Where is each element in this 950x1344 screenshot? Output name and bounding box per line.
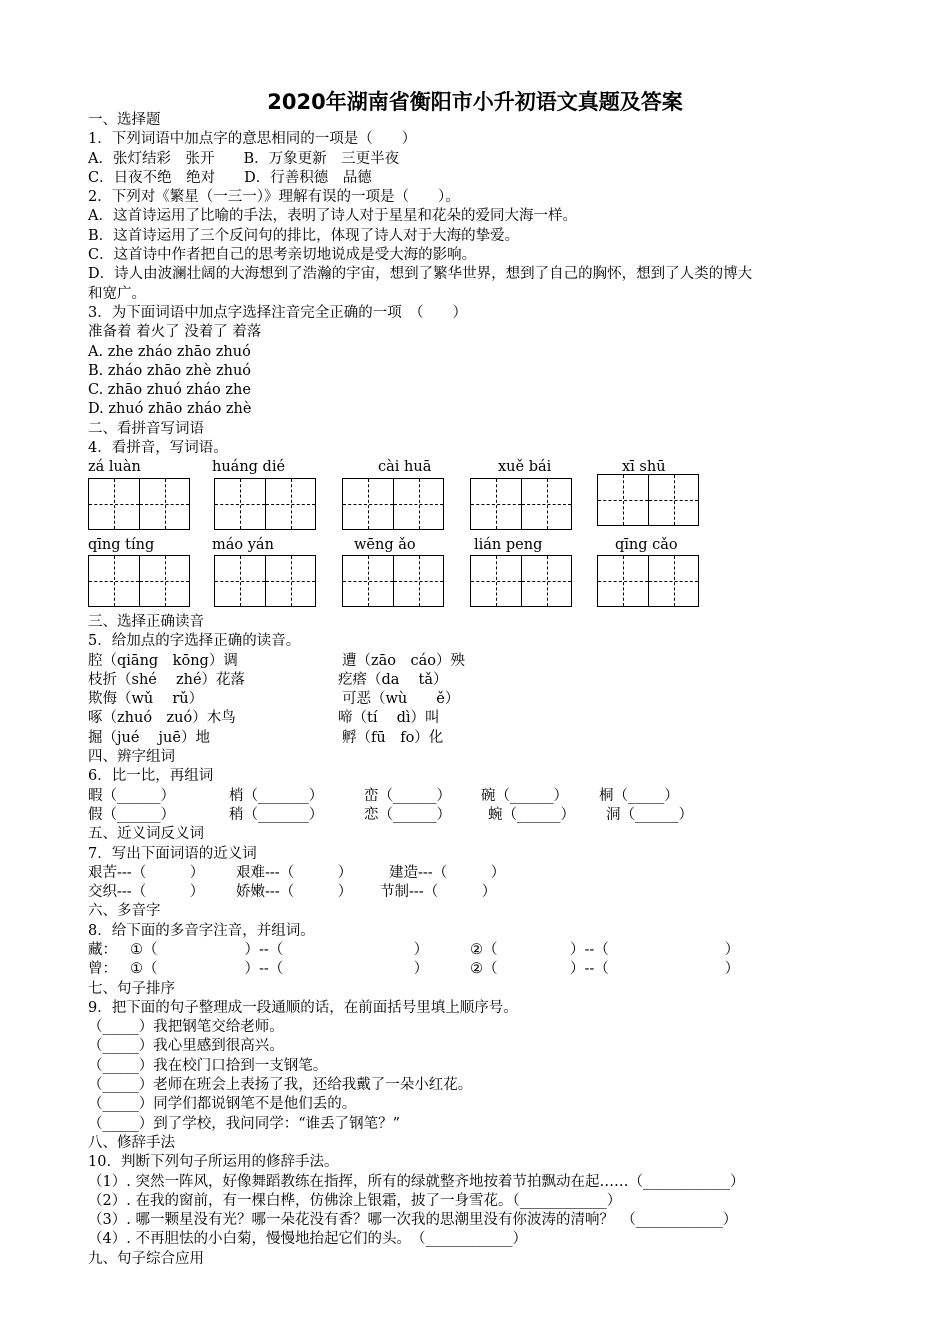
reading-row	[88, 709, 878, 728]
reading-item: 遭（zāo cáo）殃	[342, 652, 466, 669]
question-1-options-cd: C．日夜不绝 绝对 D．行善积德 品德	[88, 169, 372, 186]
section-heading-4: 四、辨字组词	[88, 749, 175, 766]
question-3-option-b: B. zháo zhāo zhè zhuó	[88, 362, 252, 379]
reading-item: 啄（zhuó zuó）木鸟	[88, 710, 236, 727]
question-2-option-b: B．这首诗运用了三个反问句的排比，体现了诗人对于大海的挚爱。	[88, 227, 520, 244]
sentence-order-item: （_____）同学们都说钢笔不是他们丢的。	[88, 1096, 357, 1113]
pinyin-label: lián peng	[474, 536, 543, 553]
synonym-item: 节制---（ ）	[380, 884, 497, 901]
question-2-option-d: D．诗人由波澜壮阔的大海想到了浩瀚的宇宙，想到了繁华世界，想到了自己的胸怀，想到了人类的博大	[88, 266, 753, 283]
pinyin-label: zá luàn	[88, 459, 141, 476]
reading-row	[88, 690, 878, 709]
compare-item: 暇（______）	[88, 787, 175, 804]
question-4-stem: 4．看拼音，写词语。	[88, 440, 228, 457]
reading-item: 腔（qiāng kōng）调	[88, 652, 238, 669]
pinyin-label: huáng dié	[212, 459, 286, 476]
reading-item: 疙瘩（da tǎ）	[338, 671, 448, 688]
reading-row	[88, 729, 878, 748]
writing-box[interactable]	[597, 555, 699, 607]
question-3-option-d: D. zhuó zhāo zháo zhè	[88, 401, 252, 418]
pinyin-label: máo yán	[212, 536, 274, 553]
reading-item: 可恶（wù ě）	[342, 691, 460, 708]
synonym-item: 艰难---（ ）	[236, 864, 353, 881]
question-3-option-c: C. zhāo zhuó zháo zhe	[88, 382, 251, 399]
rhetoric-item: （2）. 在我的窗前，有一棵白桦，仿佛涂上银霜，披了一身雪花。（____________）	[88, 1192, 622, 1209]
question-10-stem: 10．判断下列句子所运用的修辞手法。	[88, 1154, 339, 1171]
pinyin-label: qīng tíng	[88, 536, 155, 553]
writing-box[interactable]	[214, 555, 316, 607]
question-2-option-a: A．这首诗运用了比喻的手法，表明了诗人对于星星和花朵的爱同大海一样。	[88, 208, 577, 225]
rhetoric-item: （4）. 不再胆怯的小白菊，慢慢地抬起它们的头。 （____________）	[88, 1231, 527, 1248]
pinyin-label: xī shū	[622, 459, 666, 476]
reading-row	[88, 652, 878, 671]
synonym-item: 娇嫩---（ ）	[236, 884, 353, 901]
question-2-option-d-cont: 和宽广。	[88, 285, 146, 302]
compare-item: 梢（_______）	[229, 787, 324, 804]
sentence-order-item: （_____）到了学校，我问同学：“谁丢了钢笔？”	[88, 1115, 401, 1132]
exam-body	[88, 111, 878, 1269]
section-heading-9: 九、句子综合应用	[88, 1250, 204, 1267]
question-3-option-a: A. zhe zháo zhāo zhuó	[88, 343, 251, 360]
writing-box[interactable]	[470, 555, 572, 607]
synonym-row	[88, 883, 878, 902]
pinyin-row-2	[88, 536, 878, 555]
question-1-stem: 1．下列词语中加点字的意思相同的一项是（ ）	[88, 131, 417, 148]
pinyin-label: wēng ǎo	[354, 536, 416, 553]
section-heading-7: 七、句子排序	[88, 980, 175, 997]
question-3-words: 准备着 着火了 没着了 着落	[88, 324, 262, 341]
polyphone-blank-1: ①（ ）--（ ）	[130, 941, 429, 958]
reading-item: 啼（tí dì）叫	[338, 710, 440, 727]
question-6-stem: 6．比一比，再组词	[88, 768, 214, 785]
reading-item: 枝折（shé zhé）花落	[88, 671, 246, 688]
question-7-stem: 7．写出下面词语的近义词	[88, 845, 257, 862]
writing-box[interactable]	[88, 478, 190, 530]
compare-item: 蜿（______）	[488, 806, 575, 823]
pinyin-label: xuě bái	[498, 459, 552, 476]
pinyin-row-1	[88, 458, 878, 477]
polyphone-blank-2: ②（ ）--（ ）	[470, 941, 740, 958]
synonym-item: 建造---（ ）	[389, 864, 506, 881]
writing-grid-row-2	[88, 555, 878, 613]
section-heading-6: 六、多音字	[88, 903, 161, 920]
compare-item: 洞（______）	[606, 806, 693, 823]
compare-item: 峦（______）	[364, 787, 451, 804]
writing-box[interactable]	[88, 555, 190, 607]
section-heading-1: 一、选择题	[88, 112, 161, 128]
reading-row	[88, 671, 878, 690]
section-heading-2: 二、看拼音写词语	[88, 420, 204, 437]
compare-item: 碗（______）	[481, 787, 568, 804]
compare-item: 假（______）	[88, 806, 175, 823]
synonym-row	[88, 864, 878, 883]
page-title: 2020年湖南省衡阳市小升初语文真题及答案	[267, 90, 683, 114]
question-2-option-c: C．这首诗中作者把自己的思考亲切地说成是受大海的影响。	[88, 247, 477, 264]
question-1-options-ab: A．张灯结彩 张开 B．万象更新 三更半夜	[88, 150, 400, 167]
compare-row	[88, 787, 878, 806]
sentence-order-item: （_____）我把钢笔交给老师。	[88, 1019, 284, 1036]
sentence-order-item: （_____）我在校门口拾到一支钢笔。	[88, 1057, 328, 1074]
polyphone-blank-2: ②（ ）--（ ）	[470, 961, 740, 978]
pinyin-label: cài huā	[378, 459, 432, 476]
writing-box[interactable]	[342, 555, 444, 607]
compare-item: 桐（_____）	[599, 787, 679, 804]
polyphone-row	[88, 960, 878, 979]
writing-box[interactable]	[214, 478, 316, 530]
rhetoric-item: （1）. 突然一阵风，好像舞蹈教练在指挥，所有的绿就整齐地按着节拍飘动在起……（____________）	[88, 1173, 745, 1190]
polyphone-blank-1: ①（ ）--（ ）	[130, 961, 429, 978]
compare-item: 稍（_______）	[229, 806, 324, 823]
writing-grid-row-1	[88, 478, 878, 536]
section-heading-5: 五、近义词反义词	[88, 826, 204, 843]
synonym-item: 艰苦---（ ）	[88, 864, 205, 881]
writing-box[interactable]	[597, 474, 699, 526]
question-5-stem: 5．给加点的字选择正确的读音。	[88, 633, 301, 650]
reading-item: 掘（jué juē）地	[88, 729, 210, 746]
compare-item: 恋（______）	[364, 806, 451, 823]
pinyin-label: qīng cǎo	[615, 536, 678, 553]
reading-item: 欺侮（wǔ rǔ）	[88, 691, 204, 708]
question-3-stem: 3．为下面词语中加点字选择注音完全正确的一项 （ ）	[88, 304, 467, 321]
writing-box[interactable]	[470, 478, 572, 530]
rhetoric-item: （3）. 哪一颗星没有光？哪一朵花没有香？哪一次我的思潮里没有你波涛的清响？ （____________）	[88, 1212, 738, 1229]
section-heading-8: 八、修辞手法	[88, 1134, 175, 1151]
sentence-order-item: （_____）老师在班会上表扬了我，还给我戴了一朵小红花。	[88, 1077, 473, 1094]
section-heading-3: 三、选择正确读音	[88, 613, 204, 630]
sentence-order-item: （_____）我心里感到很高兴。	[88, 1038, 284, 1055]
question-8-stem: 8．给下面的多音字注音，并组词。	[88, 922, 315, 939]
polyphone-row	[88, 941, 878, 960]
synonym-item: 交织---（ ）	[88, 884, 205, 901]
compare-row	[88, 806, 878, 825]
polyphone-char: 藏：	[88, 941, 117, 958]
writing-box[interactable]	[342, 478, 444, 530]
reading-item: 孵（fū fo）化	[342, 729, 444, 746]
question-9-stem: 9．把下面的句子整理成一段通顺的话，在前面括号里填上顺序号。	[88, 999, 518, 1016]
question-2-stem: 2．下列对《繁星（一三一）》理解有误的一项是（ ）。	[88, 189, 460, 206]
polyphone-char: 曾：	[88, 961, 117, 978]
